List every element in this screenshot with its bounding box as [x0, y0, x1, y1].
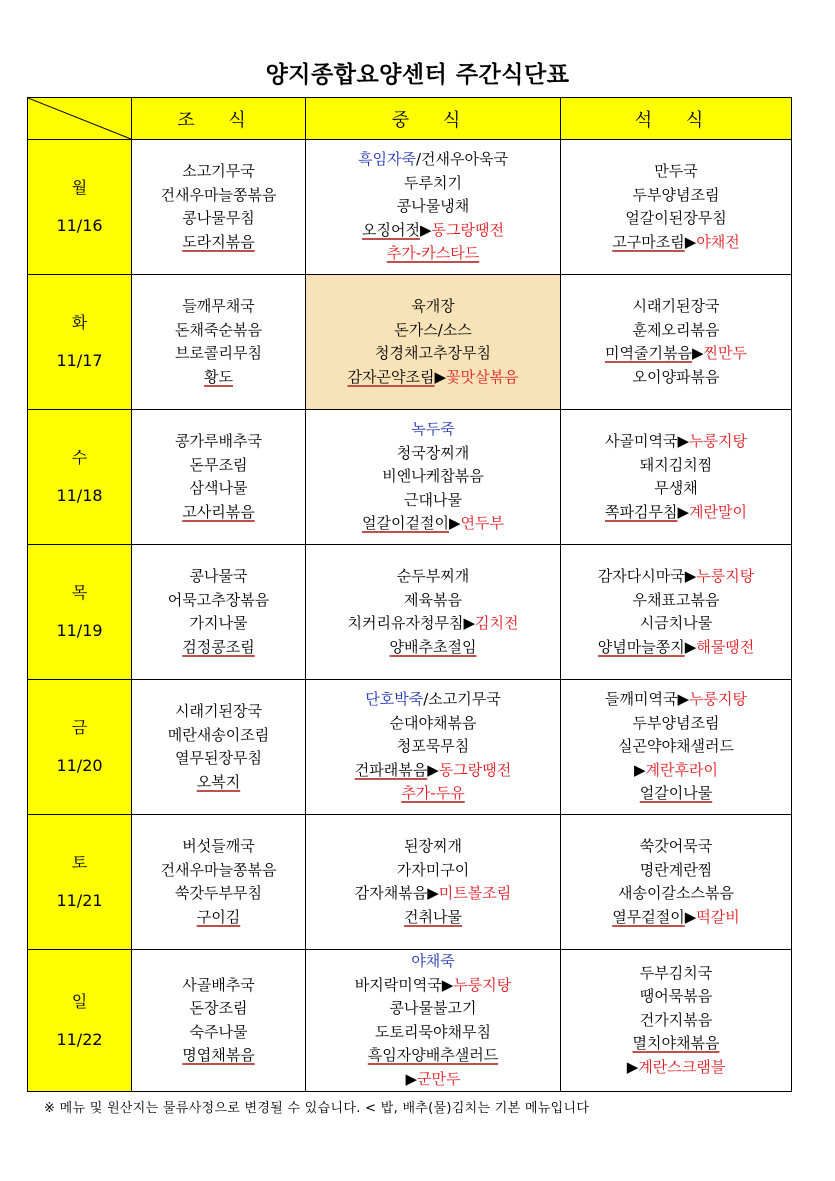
menu-item-text: 두부양념조림 [632, 185, 720, 204]
menu-item-text: 양배추초절임 [389, 637, 477, 656]
menu-item [306, 295, 560, 319]
menu-item [306, 342, 560, 366]
day-row [28, 680, 792, 815]
menu-item [306, 172, 560, 196]
day-row [28, 545, 792, 680]
menu-item [132, 231, 305, 255]
menu-item [306, 465, 560, 489]
menu-item-text: /소고기무국 [423, 690, 501, 709]
menu-item [132, 454, 305, 478]
menu-item [132, 565, 305, 589]
day-label-cell [28, 140, 132, 275]
arrow-icon: ▶ [448, 514, 461, 533]
arrow-icon: ▶ [441, 975, 454, 994]
menu-item-text: 고사리볶음 [182, 502, 255, 521]
weekday-label: 월 [71, 178, 88, 197]
menu-item-text: 미역줄기볶음 [605, 344, 692, 362]
menu-item [561, 295, 791, 319]
breakfast-cell [132, 545, 306, 680]
day-row [28, 410, 792, 545]
menu-item [561, 430, 791, 454]
menu-item-text: 건취나물 [404, 907, 462, 926]
dinner-cell [561, 680, 792, 815]
menu-item-text: 만두국 [654, 162, 698, 180]
menu-item-text: 도라지볶음 [182, 232, 255, 251]
menu-item-text: 실곤약야채샐러드 [618, 737, 734, 756]
breakfast-cell [132, 680, 306, 815]
menu-item-text: 브로콜리무침 [175, 344, 262, 362]
menu-item [132, 1044, 305, 1068]
arrow-icon: ▶ [684, 232, 697, 251]
menu-item-text: 야채죽 [411, 952, 455, 970]
menu-item-text: 비엔나케찹볶음 [382, 467, 484, 486]
menu-item [132, 974, 305, 998]
menu-item [306, 219, 560, 243]
menu-item-text: 시래기된장국 [175, 702, 262, 720]
menu-item [306, 195, 560, 219]
menu-item-text: 두부양념조림 [632, 713, 720, 732]
lunch-cell [306, 545, 561, 680]
menu-item-text: 순두부찌개 [396, 567, 470, 585]
menu-item [306, 242, 560, 266]
menu-item-text: 건새우마늘쫑볶음 [160, 185, 277, 204]
menu-item [132, 724, 305, 748]
menu-item-text: 건새우마늘쫑볶음 [160, 860, 277, 879]
menu-item-text: 돈무조림 [189, 455, 248, 474]
day-label-cell [28, 410, 132, 545]
menu-item-text: 건가지볶음 [639, 1010, 713, 1029]
menu-item [306, 688, 560, 712]
menu-item-text: 시래기된장국 [632, 297, 720, 315]
menu-item-text: 된장찌개 [404, 837, 462, 855]
menu-item-text: 쑥갓두부무침 [175, 884, 262, 902]
menu-item [132, 430, 305, 454]
day-row [28, 950, 792, 1092]
menu-item [561, 184, 791, 208]
menu-item [306, 859, 560, 883]
menu-item-text: 치커리유자청무침 [347, 614, 464, 632]
menu-item [306, 442, 560, 466]
day-row [28, 815, 792, 950]
menu-item [561, 207, 791, 231]
menu-item-text: 연두부 [460, 514, 504, 533]
header-dinner: 석 식 [561, 98, 792, 140]
menu-item [561, 1056, 791, 1080]
menu-item [132, 612, 305, 636]
menu-item-text: 콩가루배추국 [175, 432, 262, 450]
menu-item [306, 366, 560, 390]
menu-item [561, 882, 791, 906]
menu-item [561, 1009, 791, 1033]
day-label-cell [28, 680, 132, 815]
menu-item [306, 565, 560, 589]
menu-item-text: 감자다시마국 [597, 567, 685, 585]
menu-item [306, 418, 560, 442]
lunch-cell [306, 140, 561, 275]
arrow-icon: ▶ [463, 614, 475, 632]
arrow-icon: ▶ [434, 367, 447, 386]
dinner-cell [561, 275, 792, 410]
arrow-icon: ▶ [677, 690, 690, 709]
menu-item [132, 835, 305, 859]
dinner-cell [561, 140, 792, 275]
lunch-cell [306, 275, 561, 410]
menu-item [132, 477, 305, 501]
menu-item [561, 906, 791, 930]
breakfast-cell [132, 815, 306, 950]
diagonal-line-icon [28, 98, 131, 139]
arrow-icon: ▶ [626, 1057, 639, 1076]
menu-item [561, 735, 791, 759]
menu-item [132, 882, 305, 906]
menu-item-text: 누룽지탕 [453, 975, 512, 994]
menu-item [132, 207, 305, 231]
menu-item [132, 859, 305, 883]
weekday-label: 금 [71, 718, 88, 737]
menu-item [132, 319, 305, 343]
menu-item-text: 열무된장무침 [175, 749, 262, 767]
menu-item [561, 366, 791, 390]
menu-item-text: 메란새송이조림 [167, 725, 270, 744]
day-label-cell [28, 545, 132, 680]
day-label-cell [28, 950, 132, 1092]
date-label: 11/18 [56, 486, 103, 505]
menu-item-text: 떡갈비 [696, 907, 740, 926]
menu-item-text: 돈가스/소스 [394, 320, 472, 339]
menu-item [561, 612, 791, 636]
date-label: 11/16 [56, 216, 103, 235]
menu-item [132, 906, 305, 930]
page-title: 양지종합요양센터 주간식단표 [265, 62, 570, 88]
menu-item [561, 1032, 791, 1056]
menu-item [306, 906, 560, 930]
menu-item-text: 육개장 [411, 297, 455, 315]
menu-item-text: 계란후라이 [645, 760, 718, 779]
weekday-label: 수 [71, 448, 88, 467]
menu-item-text: 찐만두 [703, 344, 747, 362]
menu-item [561, 501, 791, 525]
menu-item-text: 오징어젓 [362, 220, 420, 239]
dinner-cell [561, 410, 792, 545]
weekday-label: 토 [71, 853, 88, 872]
arrow-icon: ▶ [684, 637, 697, 656]
menu-item-text: 훈제오리볶음 [632, 320, 720, 339]
menu-item [132, 997, 305, 1021]
breakfast-cell [132, 140, 306, 275]
arrow-icon: ▶ [691, 344, 704, 362]
menu-item-text: 쪽파김무침 [605, 502, 678, 521]
menu-item-text: 우채표고볶음 [632, 590, 720, 609]
menu-item [561, 962, 791, 986]
menu-item [561, 835, 791, 859]
menu-item-text: 삼색나물 [189, 479, 248, 497]
menu-item [132, 636, 305, 660]
menu-item [132, 1021, 305, 1045]
menu-item-text: 가지나물 [189, 614, 248, 632]
menu-item [132, 366, 305, 390]
menu-item-text: 콩나물무침 [182, 209, 255, 227]
menu-item-text: 들깨미역국 [605, 690, 678, 709]
footnote: ※ 메뉴 및 원산지는 물류사정으로 변경될 수 있습니다. < 밥, 배추(물)김치는 기본 메뉴입니다 [44, 1101, 590, 1116]
menu-item-text: 얼갈이된장무침 [625, 209, 727, 227]
menu-item [306, 589, 560, 613]
menu-item-text: 청경채고추장무침 [375, 344, 491, 362]
menu-item-text: 청국장찌개 [396, 443, 470, 462]
menu-item-text: 땡어묵볶음 [639, 987, 713, 1006]
menu-item-text: 사골미역국 [605, 432, 678, 450]
menu-item [561, 688, 791, 712]
day-row [28, 140, 792, 275]
menu-item-text: 돼지김치찜 [639, 455, 713, 474]
menu-item [561, 589, 791, 613]
menu-item [132, 747, 305, 771]
day-label-cell [28, 815, 132, 950]
menu-item-text: /건새우아욱국 [415, 150, 508, 169]
menu-item-text: 새송이갈소스볶음 [618, 884, 734, 902]
menu-item-text: 두부김치국 [639, 963, 713, 982]
menu-item-text: 고구마조림 [612, 232, 685, 251]
menu-item-text: 해물땡전 [696, 637, 755, 656]
menu-item-text: 사골배추국 [182, 975, 255, 994]
lunch-cell [306, 815, 561, 950]
menu-item [561, 985, 791, 1009]
menu-item [132, 160, 305, 184]
menu-item-text: 군만두 [417, 1069, 461, 1088]
lunch-cell [306, 680, 561, 815]
menu-item-text: 누룽지탕 [689, 690, 747, 709]
menu-item [306, 1068, 560, 1092]
arrow-icon: ▶ [405, 1069, 418, 1088]
menu-item [561, 319, 791, 343]
menu-item [561, 712, 791, 736]
arrow-icon: ▶ [634, 760, 646, 779]
menu-item [561, 342, 791, 366]
arrow-icon: ▶ [677, 432, 690, 450]
menu-item-text: 열무겉절이 [612, 907, 685, 926]
menu-item-text: 숙주나물 [189, 1022, 248, 1041]
menu-item [561, 160, 791, 184]
menu-item-text: 누룽지탕 [689, 432, 747, 450]
menu-item-text: 쑥갓어묵국 [639, 837, 713, 855]
date-label: 11/22 [56, 1029, 103, 1049]
menu-item [561, 759, 791, 783]
menu-item [306, 1044, 560, 1068]
menu-item-text: 시금치나물 [639, 614, 713, 632]
date-label: 11/17 [56, 351, 103, 370]
menu-item [306, 319, 560, 343]
menu-item-text: 제육볶음 [404, 590, 462, 609]
menu-item [306, 636, 560, 660]
menu-item-text: 계란스크램블 [638, 1057, 726, 1076]
menu-item-text: 흑임자양배추샐러드 [367, 1046, 499, 1064]
menu-item [132, 501, 305, 525]
lunch-cell [306, 950, 561, 1092]
corner-cell [28, 98, 132, 140]
date-label: 11/20 [56, 756, 103, 775]
menu-item [306, 512, 560, 536]
menu-item [132, 589, 305, 613]
menu-item-text: 들깨무채국 [182, 297, 255, 315]
dinner-cell [561, 950, 792, 1092]
menu-item-text: 꽃맛살볶음 [446, 367, 519, 386]
header-breakfast: 조 식 [132, 98, 306, 140]
menu-item-text: 멸치야채볶음 [632, 1034, 720, 1053]
menu-item [306, 882, 560, 906]
weekday-label: 일 [71, 991, 88, 1011]
date-label: 11/21 [56, 891, 103, 910]
menu-item-text: 감자채볶음 [354, 884, 428, 902]
menu-item [306, 950, 560, 974]
menu-item [561, 859, 791, 883]
arrow-icon: ▶ [684, 907, 697, 926]
menu-rows [28, 140, 792, 1092]
menu-item-text: 돈채죽순볶음 [175, 320, 262, 339]
menu-item-text: 콩나물불고기 [389, 999, 477, 1017]
menu-item-text: 순대야채볶음 [389, 713, 477, 732]
menu-item-text: 바지락미역국 [354, 975, 442, 994]
menu-item [132, 771, 305, 795]
breakfast-cell [132, 410, 306, 545]
menu-item-text: 가자미구이 [396, 860, 470, 879]
menu-item [561, 454, 791, 478]
menu-item-text: 콩나물냉채 [396, 197, 470, 216]
menu-item-text: 소고기무국 [182, 162, 255, 180]
menu-item [561, 565, 791, 589]
menu-item-text: 감자곤약조림 [347, 367, 435, 386]
menu-item [561, 782, 791, 806]
menu-item-text: 버섯들깨국 [182, 837, 255, 855]
menu-item-text: 누룽지탕 [696, 567, 755, 585]
menu-item-text: 얼갈이겉절이 [362, 514, 449, 533]
menu-item-text: 황도 [204, 367, 233, 386]
menu-item [561, 231, 791, 255]
date-label: 11/19 [56, 621, 103, 640]
menu-item [306, 712, 560, 736]
menu-item-text: 무생채 [654, 479, 698, 497]
menu-item [132, 700, 305, 724]
menu-item [306, 997, 560, 1021]
breakfast-cell [132, 950, 306, 1092]
menu-item [306, 612, 560, 636]
arrow-icon: ▶ [419, 220, 432, 239]
breakfast-cell [132, 275, 306, 410]
menu-item-text: 추가-카스타드 [386, 244, 480, 263]
menu-item-text: 동그랑땡전 [438, 760, 512, 779]
dinner-cell [561, 545, 792, 680]
menu-item [306, 489, 560, 513]
menu-item [306, 782, 560, 806]
menu-item [132, 342, 305, 366]
menu-item-text: 야채전 [696, 232, 740, 251]
arrow-icon: ▶ [684, 567, 697, 585]
menu-item-text: 미트볼조림 [438, 884, 512, 902]
arrow-icon: ▶ [427, 760, 439, 779]
header-lunch: 중 식 [306, 98, 561, 140]
menu-item-text: 어묵고추장볶음 [167, 590, 270, 609]
menu-item [306, 974, 560, 998]
menu-item [306, 735, 560, 759]
menu-item-text: 녹두죽 [411, 420, 455, 439]
menu-item-text: 두루치기 [404, 173, 462, 192]
menu-item-text: 검정콩조림 [182, 637, 255, 656]
arrow-icon: ▶ [677, 502, 690, 521]
menu-item-text: 돈장조림 [189, 999, 248, 1017]
menu-item-text: 김치전 [474, 614, 519, 632]
menu-item-text: 흑임자죽 [358, 150, 416, 169]
dinner-cell [561, 815, 792, 950]
lunch-cell [306, 410, 561, 545]
menu-item [306, 759, 560, 783]
menu-item-text: 명란계란찜 [639, 860, 713, 879]
menu-item [561, 636, 791, 660]
day-label-cell [28, 275, 132, 410]
menu-item-text: 계란말이 [689, 502, 747, 521]
arrow-icon: ▶ [427, 884, 439, 902]
menu-item-text: 구이김 [196, 907, 241, 926]
menu-item [306, 1021, 560, 1045]
day-row [28, 275, 792, 410]
menu-item-text: 얼갈이나물 [639, 784, 713, 803]
menu-item-text: 동그랑땡전 [431, 220, 504, 239]
menu-item-text: 근대나물 [404, 490, 462, 509]
menu-item [306, 148, 560, 172]
menu-item-text: 콩나물국 [189, 567, 248, 585]
menu-item [561, 477, 791, 501]
weekday-label: 화 [71, 313, 88, 332]
menu-item-text: 청포묵무침 [396, 737, 470, 756]
menu-item-text: 도토리묵야채무침 [375, 1022, 491, 1041]
weekday-label: 목 [71, 583, 88, 602]
header-row [28, 98, 792, 140]
menu-item-text: 단호박죽 [365, 690, 424, 709]
menu-item-text: 명엽채볶음 [182, 1046, 255, 1064]
menu-item [306, 835, 560, 859]
weekly-menu-table [27, 97, 792, 1092]
menu-item-text: 건파래볶음 [354, 760, 428, 779]
menu-item-text: 오복지 [196, 772, 241, 791]
menu-item [132, 184, 305, 208]
menu-item-text: 추가-두유 [401, 784, 465, 803]
menu-item [132, 295, 305, 319]
menu-item-text: 양념마늘쫑지 [597, 637, 685, 656]
menu-item-text: 오이양파볶음 [632, 367, 720, 386]
